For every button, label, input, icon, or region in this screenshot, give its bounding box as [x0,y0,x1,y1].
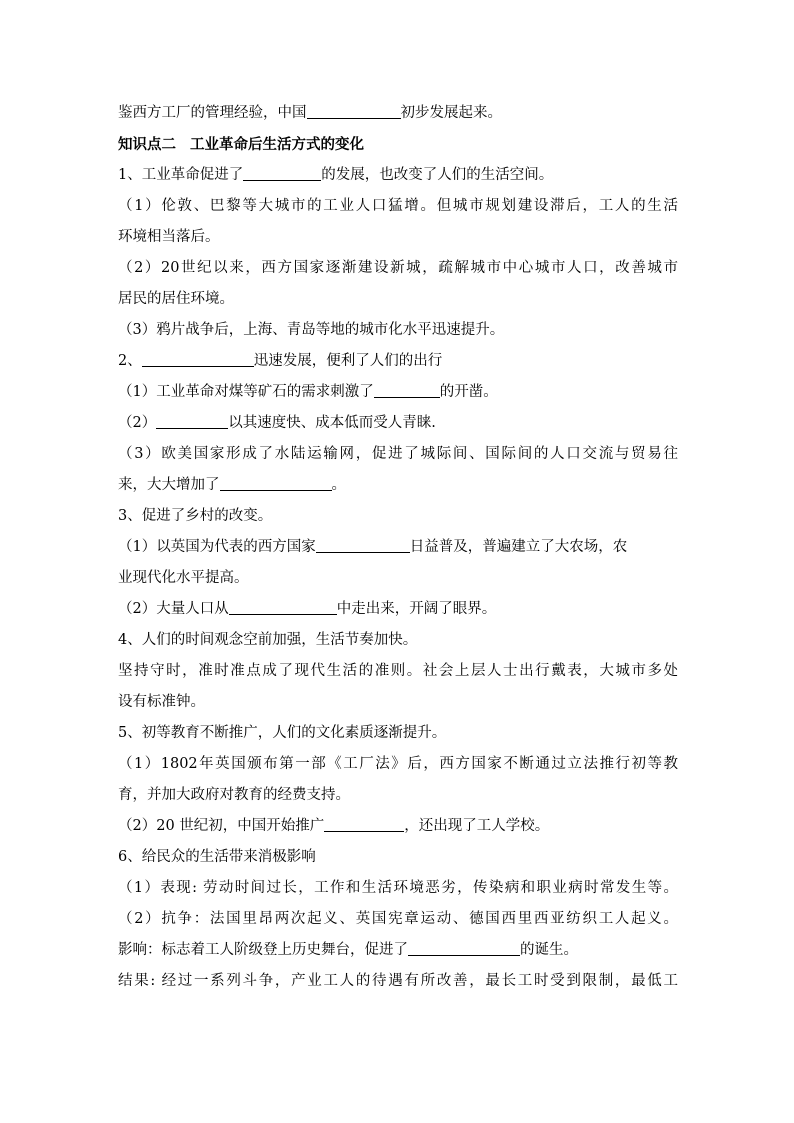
text-line [118,346,678,377]
fill-blank [316,538,410,554]
text-line [118,563,678,594]
line-text: 初步发展起来。 [400,105,502,121]
line-text: ，还出现了工人学校。 [404,818,550,834]
line-text: 4、人们的时间观念空前加强，生活节奏加快。 [118,632,418,648]
line-text: 中走出来，开阔了眼界。 [336,601,497,617]
line-text: 来，大大增加了 [118,477,220,493]
text-line [118,780,678,811]
text-line [118,842,678,873]
text-line [118,501,678,532]
text-line [118,470,678,501]
line-text: 环境相当落后。 [118,229,220,245]
line-text: 业现代化水平提高。 [118,570,249,586]
text-line [118,408,678,439]
document-body [118,98,678,997]
line-text: 的开凿。 [439,384,498,400]
line-text: （3）鸦片战争后，上海、青岛等地的城市化水平迅速提升。 [118,322,505,338]
text-line [118,594,678,625]
fill-blank [142,352,254,368]
line-text: （1）1802年英国颁布第一部《工厂法》后，西方国家不断通过立法推行初等教 [118,756,678,772]
text-line [118,904,678,935]
line-text: （3）欧美国家形成了水陆运输网，促进了城际间、国际间的人口交流与贸易往 [118,446,678,462]
section-heading [118,129,678,160]
line-text: 育，并加大政府对教育的经费支持。 [118,787,350,803]
text-line [118,873,678,904]
fill-blank [374,383,440,399]
line-text: （2）20 世纪初，中国开始推广 [118,818,325,834]
line-text: 迅速发展，便利了人们的出行 [253,353,443,369]
line-text: 6、给民众的生活带来消极影响 [118,849,316,865]
text-line [118,284,678,315]
text-line [118,315,678,346]
line-text: 的发展，也改变了人们的生活空间。 [321,167,554,183]
fill-blank [307,104,401,120]
line-text: （2）抗争：法国里昂两次起义、英国宪章运动、德国西里西亚纺织工人起义。 [118,911,678,927]
text-line [118,718,678,749]
text-line [118,439,678,470]
line-text: （1）工业革命对煤等矿石的需求刺激了 [118,384,374,400]
line-text: （1）以英国为代表的西方国家 [118,539,316,555]
fill-blank [243,166,321,182]
fill-blank [324,817,404,833]
text-line [118,222,678,253]
text-line [118,160,678,191]
line-text: （2） [118,415,157,431]
line-text: 的诞生。 [520,942,578,958]
text-line [118,532,678,563]
text-line [118,935,678,966]
text-line [118,253,678,284]
text-line [118,749,678,780]
line-text: （1）伦敦、巴黎等大城市的工业人口猛增。但城市规划建设滞后，工人的生活 [118,198,678,214]
text-line [118,191,678,222]
text-line [118,98,678,129]
text-line [118,811,678,842]
text-line [118,625,678,656]
line-text: 坚持守时，准时准点成了现代生活的准则。社会上层人士出行戴表，大城市多处 [118,663,678,679]
text-line [118,656,678,687]
line-text: 影响：标志着工人阶级登上历史舞台，促进了 [118,942,408,958]
line-text: （2）20世纪以来，西方国家逐渐建设新城，疏解城市中心城市人口，改善城市 [118,260,678,276]
line-text: 以其速度快、成本低而受人青睐. [228,415,436,431]
text-line [118,377,678,408]
line-text: 2、 [118,353,142,369]
fill-blank [156,414,228,430]
line-text: 5、初等教育不断推广，人们的文化素质逐渐提升。 [118,725,447,741]
heading-title: 工业革命后生活方式的变化 [190,136,364,153]
line-text: （1）表现: 劳动时间过长，工作和生活环境恶劣，传染病和职业病时常发生等。 [118,880,678,896]
line-text: 3、促进了乡村的改变。 [118,508,273,524]
fill-blank [408,941,520,957]
line-text: 鉴西方工厂的管理经验，中国 [118,105,307,121]
line-text: 居民的居住环境。 [118,291,234,307]
line-text: 。 [331,477,346,493]
text-line [118,966,678,997]
line-text: 设有标准钟。 [118,694,205,710]
fill-blank [220,476,332,492]
fill-blank [229,600,337,616]
line-text: 结果: 经过一系列斗争，产业工人的待遇有所改善，最长工时受到限制，最低工 [118,973,678,989]
heading-label: 知识点二 [118,136,176,153]
line-text: 1、工业革命促进了 [118,167,244,183]
line-text: （2）大量人口从 [118,601,229,617]
text-line [118,687,678,718]
line-text: 日益普及，普遍建立了大农场，农 [409,539,628,555]
